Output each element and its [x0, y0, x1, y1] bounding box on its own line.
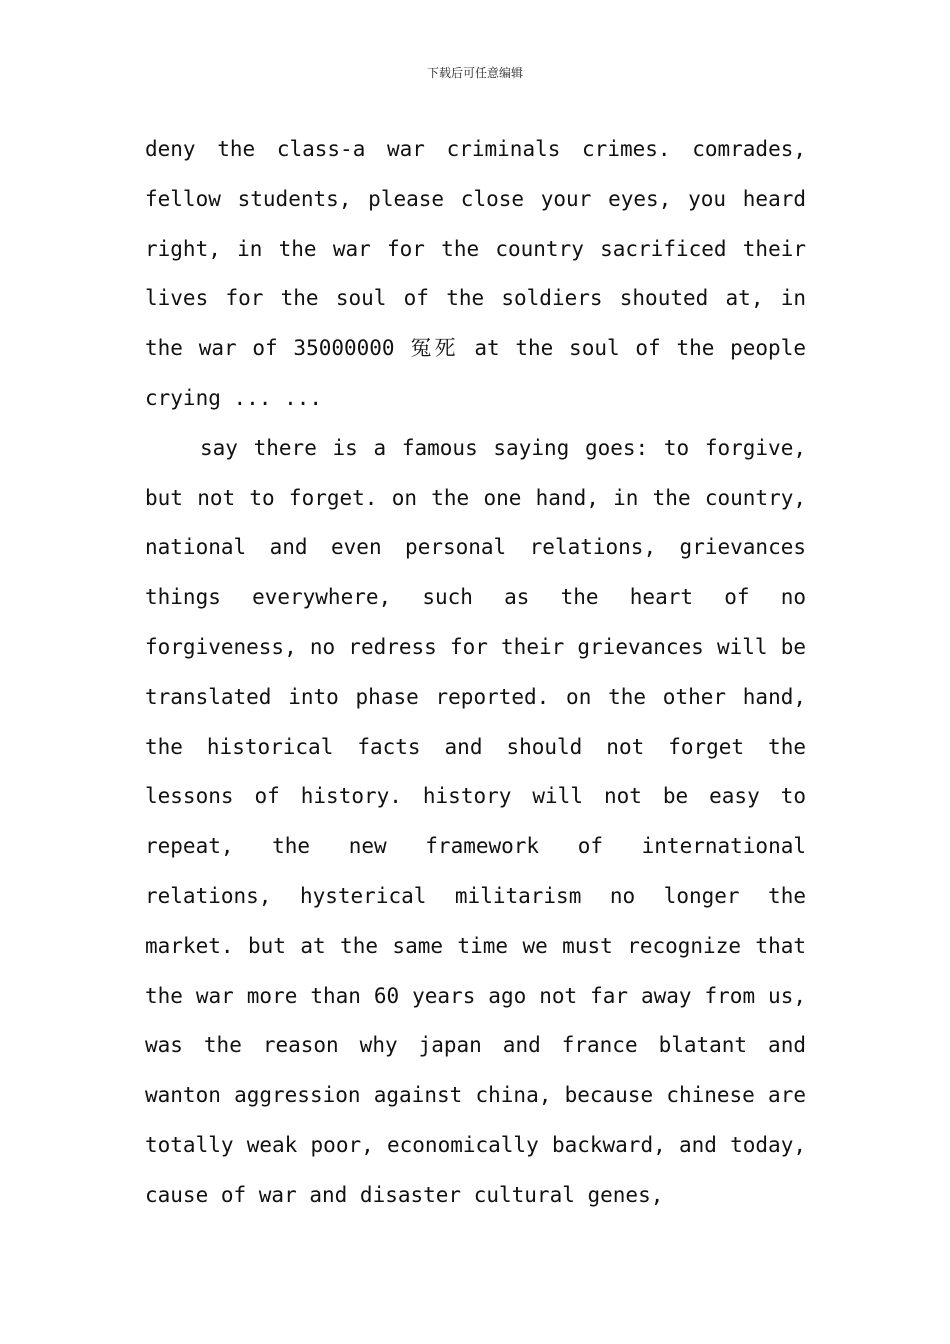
paragraph-2: say there is a famous saying goes: to forgive, but not to forget. on the one hand, in the country, national and even personal relations, grievances things everywhere, such as the heart of no forgiveness, no redress for their grievances will be translated into phase reported. on the other hand, the historical facts and should not forget the lessons of history. history will not be easy to repeat, the new framework of international relations, hysterical militarism no longer the market. but at the same time we must recognize that the war more than 60 years ago not far away from us, was the reason why japan and france blatant and wanton aggression against china, because chinese are totally weak poor, economically backward, and today, cause of war and disaster cultural genes, [145, 435, 806, 1207]
document-body [145, 125, 806, 1221]
page-header: 下载后可任意编辑 [426, 66, 523, 80]
paragraph-1: deny the class-a war criminals crimes. comrades, fellow students, please close your eyes, you heard right, in the war for the country sacrificed their lives for the soul of the soldiers shouted at, in the war of 35000000 冤死 at the soul of the people crying ... ... [145, 137, 806, 410]
